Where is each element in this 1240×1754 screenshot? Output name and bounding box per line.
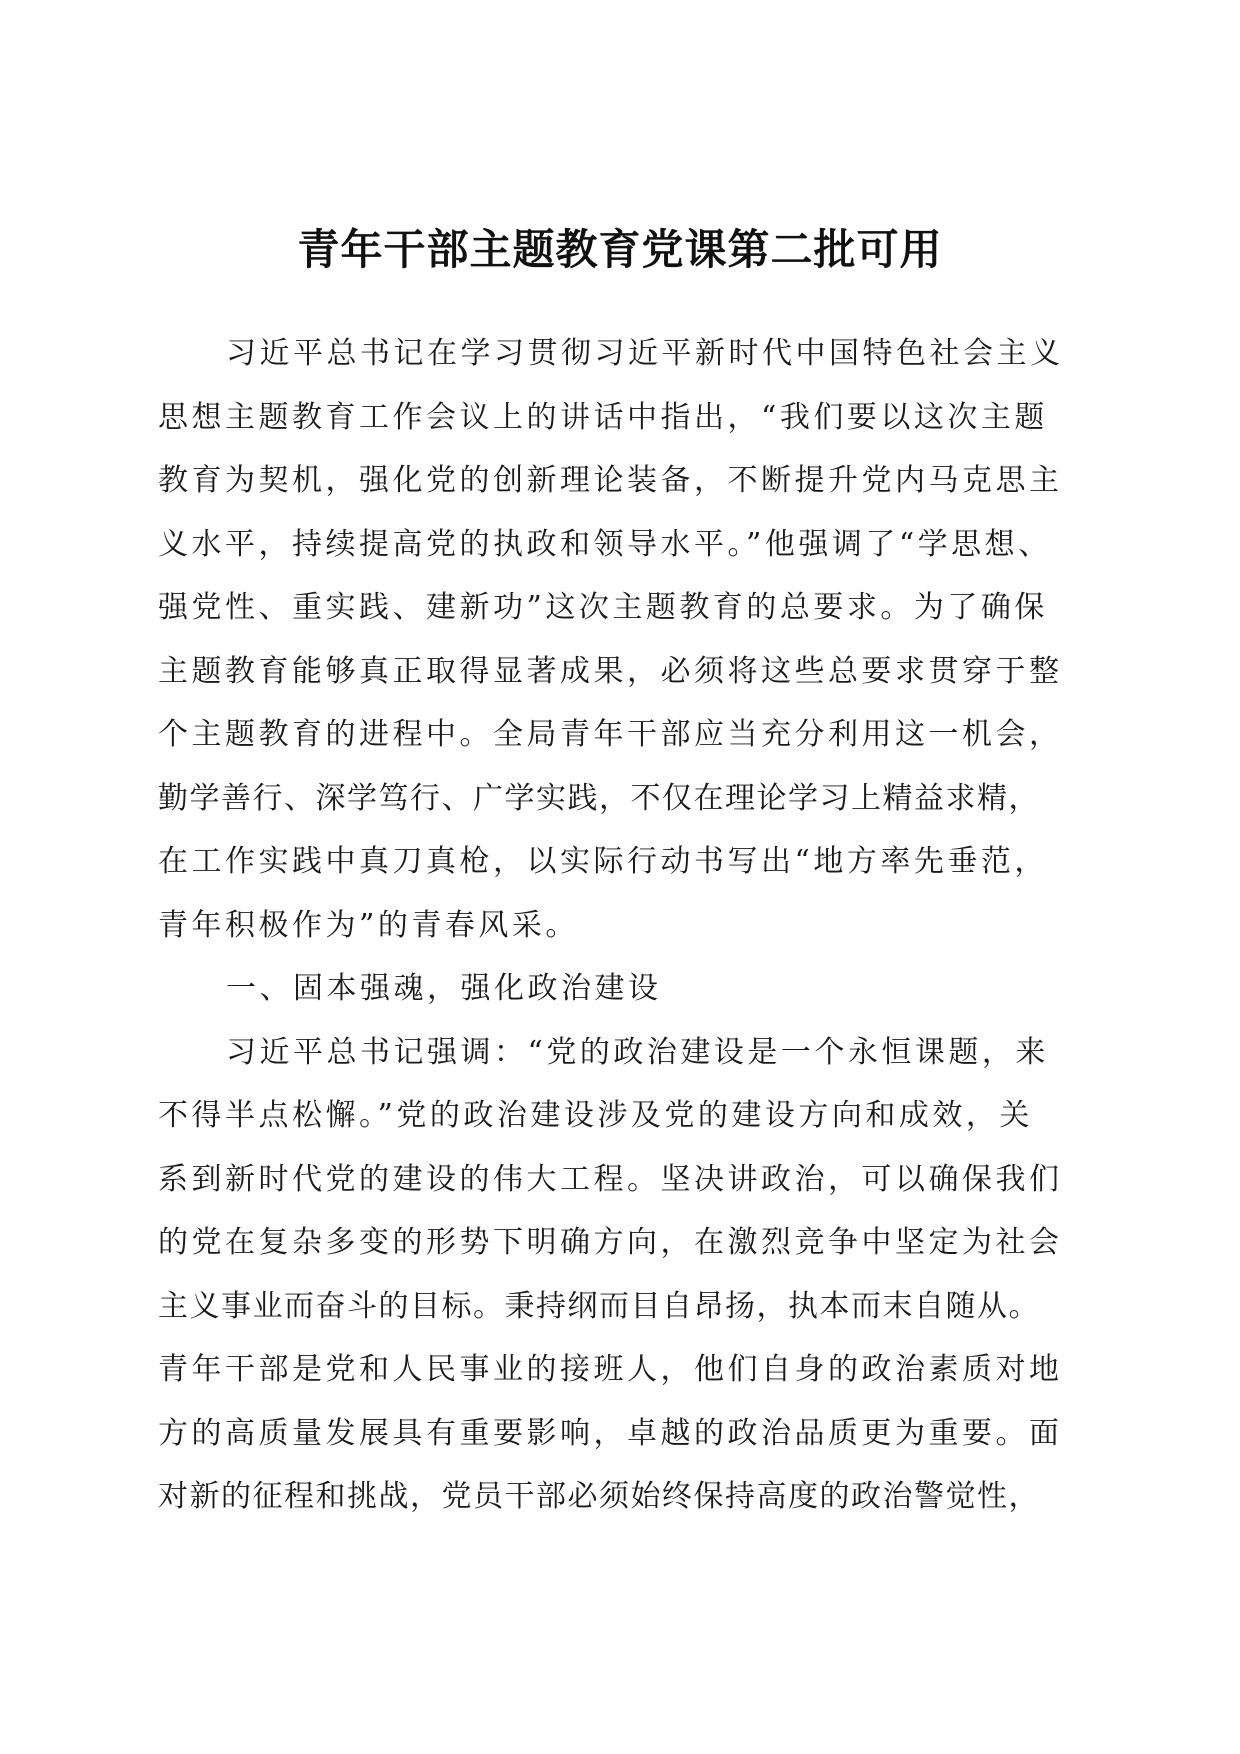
paragraph-2-line-3: 系到新时代党的建设的伟大工程。坚决讲政治，可以确保我们 xyxy=(158,1161,1063,1197)
paragraph-1-line-9: 在工作实践中真刀真枪，以实际行动书写出“地方率先垂范， xyxy=(158,844,1048,879)
paragraph-1-line-10: 青年积极作为”的青春风采。 xyxy=(158,907,579,943)
paragraph-2-line-8: 对新的征程和挑战，党员干部必须始终保持高度的政治警觉性， xyxy=(158,1479,1040,1514)
document-body xyxy=(158,322,1080,1529)
paragraph-1-line-8: 勤学善行、深学笃行、广学实践，不仅在理论学习上精益求精， xyxy=(158,780,1040,816)
paragraph-1-line-4: 义水平，持续提高党的执政和领导水平。”他强调了“学思想、 xyxy=(158,526,1052,562)
paragraph-1-line-5: 强党性、重实践、建新功”这次主题教育的总要求。为了确保 xyxy=(158,590,1048,625)
paragraph-2-line-1: 习近平总书记强调：“党的政治建设是一个永恒课题，来 xyxy=(226,1034,1049,1070)
paragraph-2-line-5: 主义事业而奋斗的目标。秉持纲而目自昂扬，执本而末自随从。 xyxy=(158,1288,1040,1324)
paragraph-1-line-1: 习近平总书记在学习贯彻习近平新时代中国特色社会主义 xyxy=(226,336,1064,371)
paragraph-2-line-4: 的党在复杂多变的形势下明确方向，在激烈竞争中坚定为社会 xyxy=(158,1225,1063,1260)
paragraph-2-line-7: 方的高质量发展具有重要影响，卓越的政治品质更为重要。面 xyxy=(158,1415,1063,1451)
paragraph-2-line-6: 青年干部是党和人民事业的接班人，他们自身的政治素质对地 xyxy=(158,1352,1063,1387)
document-title: 青年干部主题教育党课第二批可用 xyxy=(297,225,943,274)
section-heading-1: 一、固本强魂，强化政治建设 xyxy=(226,971,662,1006)
paragraph-1-line-2: 思想主题教育工作会议上的讲话中指出，“我们要以这次主题 xyxy=(158,399,1048,435)
paragraph-1-line-6: 主题教育能够真正取得显著成果，必须将这些总要求贯穿于整 xyxy=(158,653,1063,689)
paragraph-1-line-3: 教育为契机，强化党的创新理论装备，不断提升党内马克思主 xyxy=(158,463,1063,498)
paragraph-1-line-7: 个主题教育的进程中。全局青年干部应当充分利用这一机会， xyxy=(158,717,1063,752)
paragraph-2-line-2: 不得半点松懈。”党的政治建设涉及党的建设方向和成效，关 xyxy=(158,1098,1033,1133)
